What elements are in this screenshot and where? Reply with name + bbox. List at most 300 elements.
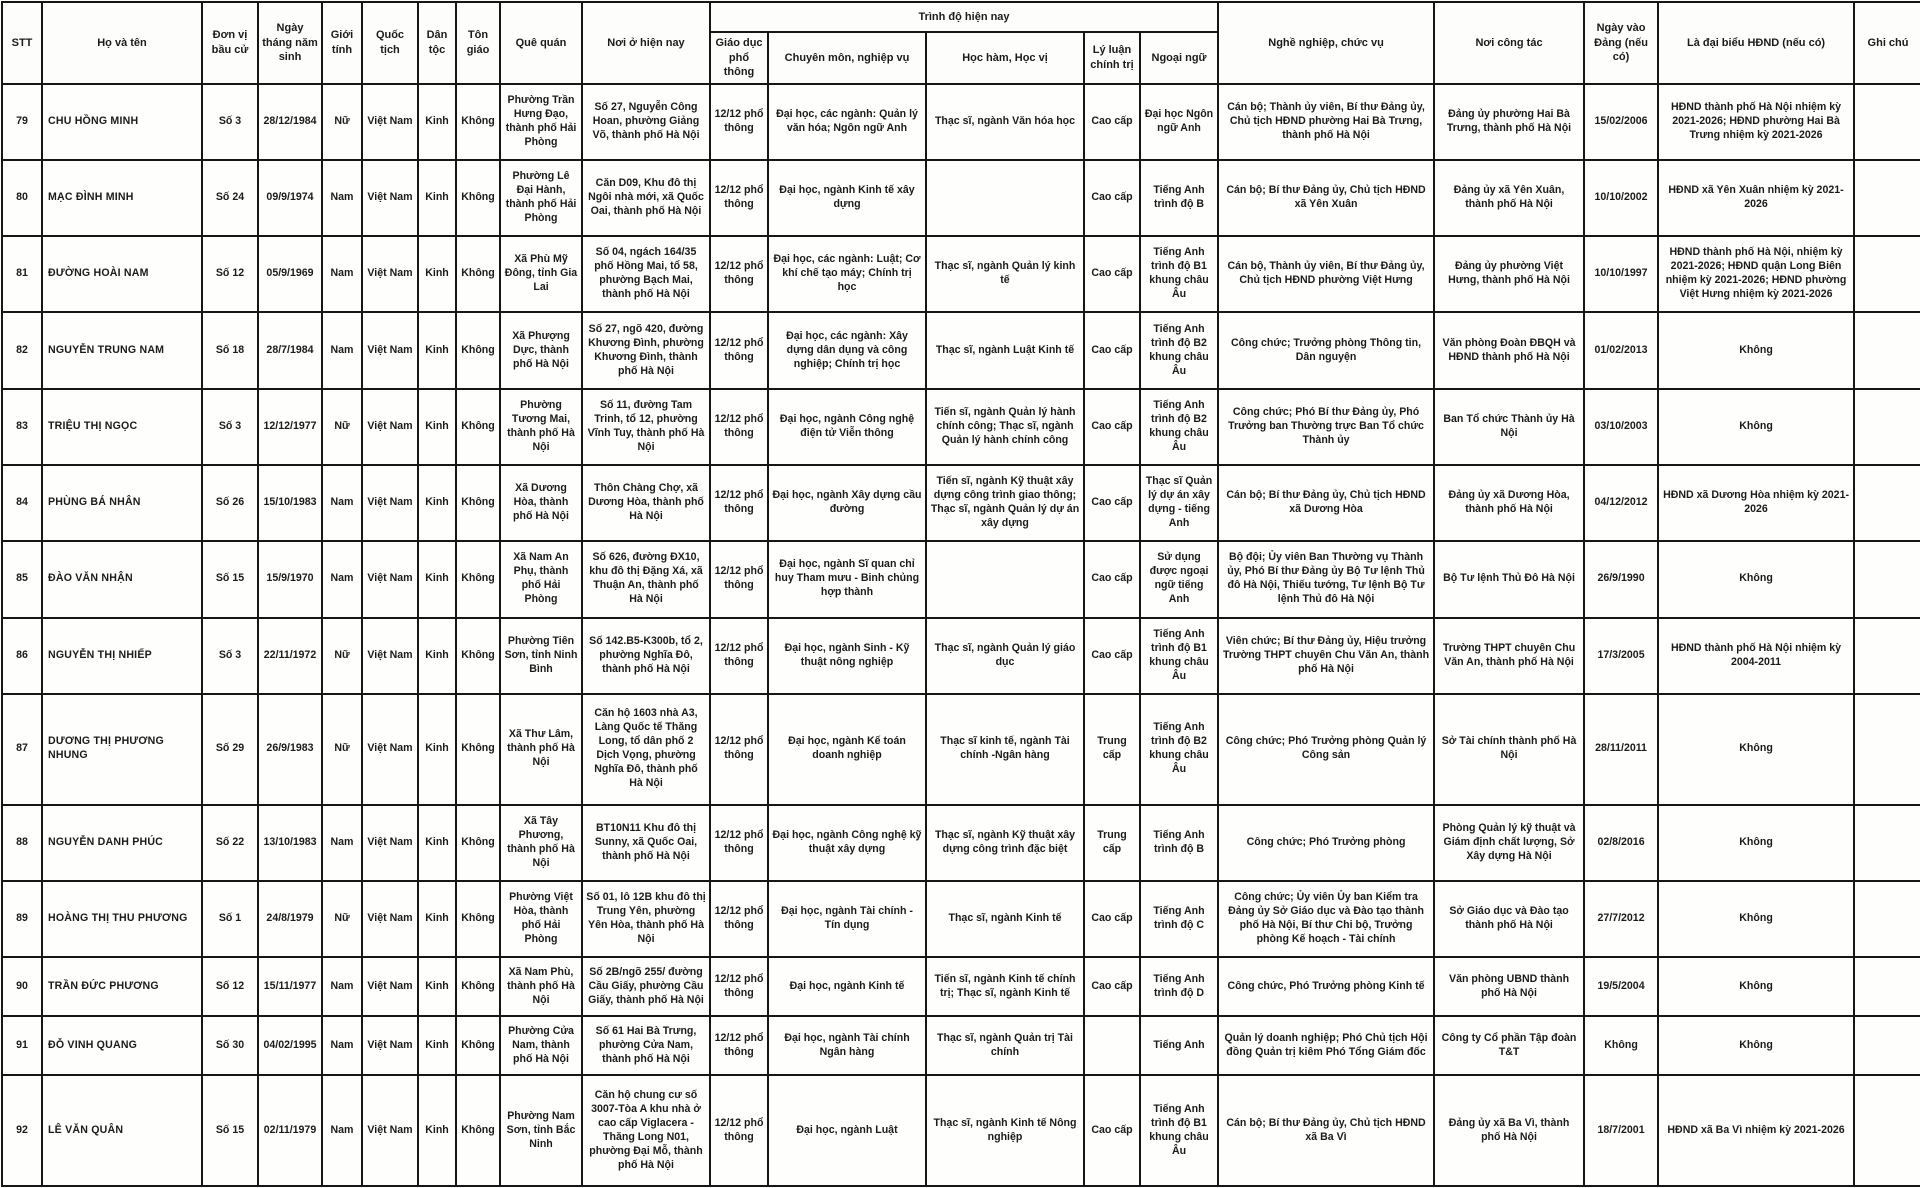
cell-que-quan: Xã Thư Lâm, thành phố Hà Nội <box>500 694 582 805</box>
cell-name: ĐÀO VĂN NHẬN <box>42 541 202 617</box>
cell-noi-o: Số 04, ngách 164/35 phố Hồng Mai, tổ 58, phường Bạch Mai, thành phố Hà Nội <box>582 236 710 312</box>
cell-ngoai-ngu: Sử dụng được ngoại ngữ tiếng Anh <box>1140 541 1218 617</box>
cell-noi-cong-tac: Đảng ủy xã Yên Xuân, thành phố Hà Nội <box>1434 160 1584 236</box>
cell-dai-bieu: HĐND xã Dương Hòa nhiệm kỳ 2021-2026 <box>1658 465 1854 541</box>
cell-name: LÊ VĂN QUÂN <box>42 1075 202 1186</box>
cell-ghi-chu <box>1854 805 1920 881</box>
cell-ngoai-ngu: Tiếng Anh trình độ C <box>1140 881 1218 957</box>
cell-que-quan: Phường Nam Sơn, tỉnh Bắc Ninh <box>500 1075 582 1186</box>
cell-ngay-sinh: 05/9/1969 <box>258 236 322 312</box>
cell-ngoai-ngu: Tiếng Anh trình độ B2 khung châu Âu <box>1140 312 1218 388</box>
cell-ghi-chu <box>1854 1075 1920 1186</box>
cell-ngay-sinh: 04/02/1995 <box>258 1016 322 1075</box>
cell-ngoai-ngu: Đại học Ngôn ngữ Anh <box>1140 84 1218 160</box>
cell-ton-giao: Không <box>456 694 500 805</box>
cell-noi-o: Số 11, đường Tam Trinh, tổ 12, phường Vĩnh Tuy, thành phố Hà Nội <box>582 389 710 465</box>
cell-ly-luan: Cao cấp <box>1084 957 1140 1016</box>
cell-name: ĐỖ VINH QUANG <box>42 1016 202 1075</box>
cell-ngoai-ngu: Tiếng Anh trình độ B1 khung châu Âu <box>1140 1075 1218 1186</box>
table-row <box>2 805 1920 881</box>
cell-gdpt: 12/12 phổ thông <box>710 618 768 694</box>
cell-stt: 80 <box>2 160 42 236</box>
cell-chuyen-mon: Đại học, ngành Kinh tế <box>768 957 926 1016</box>
cell-que-quan: Xã Tây Phương, thành phố Hà Nội <box>500 805 582 881</box>
col-header-ghi-chu: Ghi chú <box>1854 2 1920 84</box>
cell-gioi-tinh: Nam <box>322 957 362 1016</box>
cell-gioi-tinh: Nam <box>322 1075 362 1186</box>
cell-dai-bieu: HĐND thành phố Hà Nội, nhiệm kỳ 2021-2026; HĐND quận Long Biên nhiệm kỳ 2021-2026; HĐND phường Việt Hưng nhiệm kỳ 2021-2026 <box>1658 236 1854 312</box>
cell-dai-bieu: Không <box>1658 1016 1854 1075</box>
cell-ly-luan: Cao cấp <box>1084 84 1140 160</box>
cell-name: CHU HỒNG MINH <box>42 84 202 160</box>
cell-ghi-chu <box>1854 694 1920 805</box>
cell-ton-giao: Không <box>456 957 500 1016</box>
cell-gdpt: 12/12 phổ thông <box>710 957 768 1016</box>
cell-dai-bieu: Không <box>1658 805 1854 881</box>
col-header-nghe-nghiep: Nghề nghiệp, chức vụ <box>1218 2 1434 84</box>
cell-ngay-sinh: 26/9/1983 <box>258 694 322 805</box>
cell-nghe-nghiep: Công chức, Phó Trưởng phòng Kinh tế <box>1218 957 1434 1016</box>
cell-ngay-dang: 03/10/2003 <box>1584 389 1658 465</box>
cell-ton-giao: Không <box>456 881 500 957</box>
cell-ghi-chu <box>1854 160 1920 236</box>
cell-gioi-tinh: Nữ <box>322 84 362 160</box>
table-row <box>2 312 1920 388</box>
col-header-don-vi: Đơn vị bầu cử <box>202 2 258 84</box>
table-row <box>2 160 1920 236</box>
cell-name: TRIỆU THỊ NGỌC <box>42 389 202 465</box>
cell-dan-toc: Kinh <box>418 957 456 1016</box>
cell-stt: 90 <box>2 957 42 1016</box>
cell-don-vi: Số 1 <box>202 881 258 957</box>
cell-ton-giao: Không <box>456 465 500 541</box>
cell-dan-toc: Kinh <box>418 541 456 617</box>
col-header-stt: STT <box>2 2 42 84</box>
col-header-noi-cong-tac: Nơi công tác <box>1434 2 1584 84</box>
cell-noi-o: BT10N11 Khu đô thị Sunny, xã Quốc Oai, thành phố Hà Nội <box>582 805 710 881</box>
cell-hoc-ham <box>926 160 1084 236</box>
cell-dai-bieu: Không <box>1658 957 1854 1016</box>
cell-ly-luan: Trung cấp <box>1084 694 1140 805</box>
cell-noi-o: Thôn Chàng Chợ, xã Dương Hòa, thành phố Hà Nội <box>582 465 710 541</box>
cell-dan-toc: Kinh <box>418 881 456 957</box>
cell-ngay-dang: 27/7/2012 <box>1584 881 1658 957</box>
cell-name: MẠC ĐÌNH MINH <box>42 160 202 236</box>
cell-nghe-nghiep: Công chức; Phó Trưởng phòng <box>1218 805 1434 881</box>
cell-ngay-sinh: 24/8/1979 <box>258 881 322 957</box>
cell-noi-o: Số 142.B5-K300b, tổ 2, phường Nghĩa Đô, thành phố Hà Nội <box>582 618 710 694</box>
cell-ghi-chu <box>1854 618 1920 694</box>
cell-ngay-sinh: 15/10/1983 <box>258 465 322 541</box>
cell-ngay-sinh: 22/11/1972 <box>258 618 322 694</box>
cell-hoc-ham: Thạc sĩ, ngành Kỹ thuật xây dựng công trình đặc biệt <box>926 805 1084 881</box>
cell-dan-toc: Kinh <box>418 1075 456 1186</box>
cell-chuyen-mon: Đại học, ngành Luật <box>768 1075 926 1186</box>
cell-name: ĐƯỜNG HOÀI NAM <box>42 236 202 312</box>
cell-dan-toc: Kinh <box>418 312 456 388</box>
cell-que-quan: Phường Trần Hưng Đạo, thành phố Hải Phòng <box>500 84 582 160</box>
table-row <box>2 881 1920 957</box>
cell-noi-cong-tac: Đảng ủy xã Ba Vì, thành phố Hà Nội <box>1434 1075 1584 1186</box>
cell-noi-cong-tac: Phòng Quản lý kỹ thuật và Giám định chất lượng, Sở Xây dựng Hà Nội <box>1434 805 1584 881</box>
cell-hoc-ham: Thạc sĩ, ngành Quản lý kinh tế <box>926 236 1084 312</box>
cell-nghe-nghiep: Cán bộ; Bí thư Đảng ủy, Chủ tịch HĐND xã Yên Xuân <box>1218 160 1434 236</box>
cell-gioi-tinh: Nữ <box>322 881 362 957</box>
cell-ngoai-ngu: Tiếng Anh trình độ B1 khung châu Âu <box>1140 618 1218 694</box>
cell-don-vi: Số 15 <box>202 1075 258 1186</box>
cell-noi-cong-tac: Công ty Cổ phần Tập đoàn T&T <box>1434 1016 1584 1075</box>
cell-noi-o: Số 2B/ngõ 255/ đường Cầu Giấy, phường Cầu Giấy, thành phố Hà Nội <box>582 957 710 1016</box>
cell-dai-bieu: HĐND thành phố Hà Nội nhiệm kỳ 2004-2011 <box>1658 618 1854 694</box>
col-header-ton-giao: Tôn giáo <box>456 2 500 84</box>
cell-ton-giao: Không <box>456 618 500 694</box>
cell-ngay-dang: 28/11/2011 <box>1584 694 1658 805</box>
col-header-noi-o: Nơi ở hiện nay <box>582 2 710 84</box>
cell-gdpt: 12/12 phổ thông <box>710 694 768 805</box>
cell-gdpt: 12/12 phổ thông <box>710 160 768 236</box>
cell-noi-cong-tac: Sở Tài chính thành phố Hà Nội <box>1434 694 1584 805</box>
cell-que-quan: Xã Nam An Phụ, thành phố Hải Phòng <box>500 541 582 617</box>
cell-stt: 84 <box>2 465 42 541</box>
cell-stt: 82 <box>2 312 42 388</box>
cell-gioi-tinh: Nam <box>322 312 362 388</box>
cell-gioi-tinh: Nam <box>322 160 362 236</box>
cell-stt: 89 <box>2 881 42 957</box>
cell-noi-o: Căn hộ chung cư số 3007-Tòa A khu nhà ở cao cấp Viglacera - Thăng Long N01, phường Đại Mỗ, thành phố Hà Nội <box>582 1075 710 1186</box>
cell-noi-cong-tac: Văn phòng Đoàn ĐBQH và HĐND thành phố Hà Nội <box>1434 312 1584 388</box>
cell-gdpt: 12/12 phổ thông <box>710 541 768 617</box>
cell-dai-bieu: Không <box>1658 881 1854 957</box>
cell-ton-giao: Không <box>456 1016 500 1075</box>
header-row-1 <box>2 2 1920 32</box>
cell-quoc-tich: Việt Nam <box>362 805 418 881</box>
table-row <box>2 465 1920 541</box>
table-row <box>2 957 1920 1016</box>
cell-dai-bieu: Không <box>1658 694 1854 805</box>
cell-don-vi: Số 29 <box>202 694 258 805</box>
cell-hoc-ham: Thạc sĩ kinh tế, ngành Tài chính -Ngân hàng <box>926 694 1084 805</box>
cell-dai-bieu: Không <box>1658 312 1854 388</box>
cell-dai-bieu: HĐND xã Yên Xuân nhiệm kỳ 2021-2026 <box>1658 160 1854 236</box>
cell-noi-cong-tac: Đảng ủy phường Hai Bà Trưng, thành phố Hà Nội <box>1434 84 1584 160</box>
cell-nghe-nghiep: Cán bộ, Thành ủy viên, Bí thư Đảng ủy, Chủ tịch HĐND phường Việt Hưng <box>1218 236 1434 312</box>
cell-noi-o: Số 27, ngõ 420, đường Khương Đình, phường Khương Đình, thành phố Hà Nội <box>582 312 710 388</box>
cell-ly-luan: Cao cấp <box>1084 465 1140 541</box>
cell-ly-luan: Cao cấp <box>1084 160 1140 236</box>
cell-don-vi: Số 26 <box>202 465 258 541</box>
cell-chuyen-mon: Đại học, các ngành: Quản lý văn hóa; Ngôn ngữ Anh <box>768 84 926 160</box>
table-row <box>2 389 1920 465</box>
cell-ly-luan: Cao cấp <box>1084 389 1140 465</box>
cell-quoc-tich: Việt Nam <box>362 389 418 465</box>
cell-ton-giao: Không <box>456 541 500 617</box>
cell-quoc-tich: Việt Nam <box>362 465 418 541</box>
cell-gdpt: 12/12 phổ thông <box>710 1016 768 1075</box>
cell-ngay-sinh: 28/12/1984 <box>258 84 322 160</box>
cell-dai-bieu: Không <box>1658 541 1854 617</box>
cell-ghi-chu <box>1854 465 1920 541</box>
cell-stt: 83 <box>2 389 42 465</box>
cell-dan-toc: Kinh <box>418 84 456 160</box>
cell-don-vi: Số 18 <box>202 312 258 388</box>
table-row <box>2 541 1920 617</box>
cell-dan-toc: Kinh <box>418 618 456 694</box>
cell-ghi-chu <box>1854 541 1920 617</box>
cell-ngay-dang: 18/7/2001 <box>1584 1075 1658 1186</box>
col-header-dan-toc: Dân tộc <box>418 2 456 84</box>
cell-noi-o: Số 61 Hai Bà Trưng, phường Cửa Nam, thành phố Hà Nội <box>582 1016 710 1075</box>
cell-ngay-sinh: 09/9/1974 <box>258 160 322 236</box>
cell-name: NGUYỄN DANH PHÚC <box>42 805 202 881</box>
cell-nghe-nghiep: Quản lý doanh nghiệp; Phó Chủ tịch Hội đồng Quản trị kiêm Phó Tổng Giám đốc <box>1218 1016 1434 1075</box>
table-row <box>2 618 1920 694</box>
cell-ngoai-ngu: Tiếng Anh <box>1140 1016 1218 1075</box>
cell-name: PHÙNG BÁ NHÂN <box>42 465 202 541</box>
col-header-quoc-tich: Quốc tịch <box>362 2 418 84</box>
cell-gioi-tinh: Nữ <box>322 389 362 465</box>
cell-nghe-nghiep: Công chức; Ủy viên Ủy ban Kiểm tra Đảng ủy Sở Giáo dục và Đào tạo thành phố Hà Nội, Bí thư Chi bộ, Trưởng phòng Kế hoạch - Tài chính <box>1218 881 1434 957</box>
cell-gioi-tinh: Nam <box>322 465 362 541</box>
delegates-table <box>1 1 1920 1187</box>
cell-don-vi: Số 24 <box>202 160 258 236</box>
cell-nghe-nghiep: Cán bộ; Thành ủy viên, Bí thư Đảng ủy, Chủ tịch HĐND phường Hai Bà Trưng, thành phố Hà Nội <box>1218 84 1434 160</box>
cell-nghe-nghiep: Cán bộ; Bí thư Đảng ủy, Chủ tịch HĐND xã Ba Vì <box>1218 1075 1434 1186</box>
cell-ton-giao: Không <box>456 389 500 465</box>
cell-nghe-nghiep: Cán bộ; Bí thư Đảng ủy, Chủ tịch HĐND xã Dương Hòa <box>1218 465 1434 541</box>
cell-ngay-dang: 01/02/2013 <box>1584 312 1658 388</box>
cell-stt: 85 <box>2 541 42 617</box>
cell-ngay-dang: 04/12/2012 <box>1584 465 1658 541</box>
cell-ngoai-ngu: Tiếng Anh trình độ B <box>1140 805 1218 881</box>
cell-quoc-tich: Việt Nam <box>362 1075 418 1186</box>
cell-name: HOÀNG THỊ THU PHƯƠNG <box>42 881 202 957</box>
cell-ton-giao: Không <box>456 160 500 236</box>
cell-gioi-tinh: Nam <box>322 805 362 881</box>
cell-noi-cong-tac: Ban Tổ chức Thành ủy Hà Nội <box>1434 389 1584 465</box>
cell-que-quan: Phường Lê Đại Hành, thành phố Hải Phòng <box>500 160 582 236</box>
col-header-hoc-ham: Học hàm, Học vị <box>926 32 1084 84</box>
cell-name: DƯƠNG THỊ PHƯƠNG NHUNG <box>42 694 202 805</box>
cell-don-vi: Số 30 <box>202 1016 258 1075</box>
cell-noi-cong-tac: Văn phòng UBND thành phố Hà Nội <box>1434 957 1584 1016</box>
cell-ly-luan: Cao cấp <box>1084 1075 1140 1186</box>
cell-noi-cong-tac: Đảng ủy phường Việt Hưng, thành phố Hà Nội <box>1434 236 1584 312</box>
cell-ngay-sinh: 15/11/1977 <box>258 957 322 1016</box>
cell-ghi-chu <box>1854 312 1920 388</box>
cell-ghi-chu <box>1854 389 1920 465</box>
cell-chuyen-mon: Đại học, các ngành: Xây dựng dân dụng và công nghiệp; Chính trị học <box>768 312 926 388</box>
col-header-gdpt: Giáo dục phổ thông <box>710 32 768 84</box>
cell-chuyen-mon: Đại học, ngành Sinh - Kỹ thuật nông nghiệp <box>768 618 926 694</box>
cell-noi-o: Căn D09, Khu đô thị Ngôi nhà mới, xã Quốc Oai, thành phố Hà Nội <box>582 160 710 236</box>
col-header-ngoai-ngu: Ngoại ngữ <box>1140 32 1218 84</box>
cell-hoc-ham: Tiến sĩ, ngành Quản lý hành chính công; Thạc sĩ, ngành Quản lý hành chính công <box>926 389 1084 465</box>
cell-nghe-nghiep: Công chức; Phó Trưởng phòng Quản lý Công sản <box>1218 694 1434 805</box>
cell-quoc-tich: Việt Nam <box>362 160 418 236</box>
cell-que-quan: Phường Tương Mai, thành phố Hà Nội <box>500 389 582 465</box>
table-row <box>2 236 1920 312</box>
cell-hoc-ham <box>926 541 1084 617</box>
cell-ton-giao: Không <box>456 312 500 388</box>
cell-ly-luan: Cao cấp <box>1084 236 1140 312</box>
col-header-trinh-do-group: Trình độ hiện nay <box>710 2 1218 32</box>
cell-noi-o: Căn hộ 1603 nhà A3, Làng Quốc tế Thăng Long, tổ dân phố 2 Dịch Vọng, phường Nghĩa Đô, thành phố Hà Nội <box>582 694 710 805</box>
cell-chuyen-mon: Đại học, ngành Công nghệ điện tử Viễn thông <box>768 389 926 465</box>
cell-ton-giao: Không <box>456 1075 500 1186</box>
cell-hoc-ham: Tiến sĩ, ngành Kinh tế chính trị; Thạc sĩ, ngành Kinh tế <box>926 957 1084 1016</box>
cell-don-vi: Số 22 <box>202 805 258 881</box>
cell-ly-luan <box>1084 1016 1140 1075</box>
cell-chuyen-mon: Đại học, ngành Xây dựng cầu đường <box>768 465 926 541</box>
cell-don-vi: Số 15 <box>202 541 258 617</box>
col-header-ngay-sinh: Ngày tháng năm sinh <box>258 2 322 84</box>
cell-gdpt: 12/12 phổ thông <box>710 1075 768 1186</box>
cell-ngay-dang: 10/10/2002 <box>1584 160 1658 236</box>
cell-gioi-tinh: Nam <box>322 236 362 312</box>
col-header-dai-bieu: Là đại biểu HĐND (nếu có) <box>1658 2 1854 84</box>
cell-dan-toc: Kinh <box>418 694 456 805</box>
cell-nghe-nghiep: Công chức; Phó Bí thư Đảng ủy, Phó Trưởng ban Thường trực Ban Tổ chức Thành ủy <box>1218 389 1434 465</box>
cell-quoc-tich: Việt Nam <box>362 694 418 805</box>
cell-gdpt: 12/12 phổ thông <box>710 312 768 388</box>
cell-quoc-tich: Việt Nam <box>362 236 418 312</box>
cell-hoc-ham: Thạc sĩ, ngành Luật Kinh tế <box>926 312 1084 388</box>
cell-que-quan: Phường Tiên Sơn, tỉnh Ninh Bình <box>500 618 582 694</box>
cell-gdpt: 12/12 phổ thông <box>710 84 768 160</box>
cell-chuyen-mon: Đại học, các ngành: Luật; Cơ khí chế tạo máy; Chính trị học <box>768 236 926 312</box>
cell-chuyen-mon: Đại học, ngành Kinh tế xây dựng <box>768 160 926 236</box>
cell-quoc-tich: Việt Nam <box>362 881 418 957</box>
col-header-ly-luan: Lý luận chính trị <box>1084 32 1140 84</box>
col-header-chuyen-mon: Chuyên môn, nghiệp vụ <box>768 32 926 84</box>
cell-nghe-nghiep: Bộ đội; Ủy viên Ban Thường vụ Thành ủy, Phó Bí thư Đảng ủy Bộ Tư lệnh Thủ đô Hà Nội, Thiếu tướng, Tư lệnh Bộ Tư lệnh Thủ đô Hà Nội <box>1218 541 1434 617</box>
cell-ly-luan: Cao cấp <box>1084 618 1140 694</box>
cell-ghi-chu <box>1854 957 1920 1016</box>
cell-nghe-nghiep: Công chức; Trưởng phòng Thông tin, Dân nguyện <box>1218 312 1434 388</box>
cell-gdpt: 12/12 phổ thông <box>710 389 768 465</box>
cell-dai-bieu: HĐND xã Ba Vì nhiệm kỳ 2021-2026 <box>1658 1075 1854 1186</box>
cell-que-quan: Xã Phù Mỹ Đông, tỉnh Gia Lai <box>500 236 582 312</box>
cell-stt: 88 <box>2 805 42 881</box>
cell-quoc-tich: Việt Nam <box>362 84 418 160</box>
cell-gioi-tinh: Nữ <box>322 694 362 805</box>
table-row <box>2 1016 1920 1075</box>
table-row <box>2 694 1920 805</box>
cell-quoc-tich: Việt Nam <box>362 618 418 694</box>
cell-ngay-dang: 19/5/2004 <box>1584 957 1658 1016</box>
cell-ton-giao: Không <box>456 805 500 881</box>
cell-ly-luan: Cao cấp <box>1084 881 1140 957</box>
cell-que-quan: Xã Phượng Dực, thành phố Hà Nội <box>500 312 582 388</box>
cell-chuyen-mon: Đại học, ngành Công nghệ kỹ thuật xây dựng <box>768 805 926 881</box>
cell-dan-toc: Kinh <box>418 465 456 541</box>
cell-noi-o: Số 27, Nguyễn Công Hoan, phường Giảng Võ, thành phố Hà Nội <box>582 84 710 160</box>
cell-don-vi: Số 3 <box>202 618 258 694</box>
cell-chuyen-mon: Đại học, ngành Tài chính Ngân hàng <box>768 1016 926 1075</box>
cell-quoc-tich: Việt Nam <box>362 541 418 617</box>
cell-gioi-tinh: Nam <box>322 541 362 617</box>
cell-chuyen-mon: Đại học, ngành Kế toán doanh nghiệp <box>768 694 926 805</box>
cell-que-quan: Xã Nam Phù, thành phố Hà Nội <box>500 957 582 1016</box>
cell-que-quan: Phường Việt Hòa, thành phố Hải Phòng <box>500 881 582 957</box>
cell-dai-bieu: Không <box>1658 389 1854 465</box>
cell-dai-bieu: HĐND thành phố Hà Nội nhiệm kỳ 2021-2026; HĐND phường Hai Bà Trưng nhiệm kỳ 2021-2026 <box>1658 84 1854 160</box>
cell-chuyen-mon: Đại học, ngành Sĩ quan chỉ huy Tham mưu - Binh chủng hợp thành <box>768 541 926 617</box>
cell-hoc-ham: Thạc sĩ, ngành Quản trị Tài chính <box>926 1016 1084 1075</box>
cell-gdpt: 12/12 phổ thông <box>710 881 768 957</box>
cell-ghi-chu <box>1854 84 1920 160</box>
cell-dan-toc: Kinh <box>418 160 456 236</box>
cell-ngay-dang: 02/8/2016 <box>1584 805 1658 881</box>
cell-gioi-tinh: Nam <box>322 1016 362 1075</box>
table-row <box>2 84 1920 160</box>
cell-dan-toc: Kinh <box>418 236 456 312</box>
cell-dan-toc: Kinh <box>418 1016 456 1075</box>
table-body <box>2 84 1920 1186</box>
cell-name: NGUYỄN THỊ NHIẾP <box>42 618 202 694</box>
cell-ngoai-ngu: Tiếng Anh trình độ B2 khung châu Âu <box>1140 694 1218 805</box>
col-header-name: Họ và tên <box>42 2 202 84</box>
col-header-gioi-tinh: Giới tính <box>322 2 362 84</box>
cell-hoc-ham: Thạc sĩ, ngành Quản lý giáo dục <box>926 618 1084 694</box>
cell-don-vi: Số 3 <box>202 84 258 160</box>
cell-chuyen-mon: Đại học, ngành Tài chính - Tín dụng <box>768 881 926 957</box>
cell-gdpt: 12/12 phổ thông <box>710 805 768 881</box>
cell-ton-giao: Không <box>456 236 500 312</box>
cell-stt: 86 <box>2 618 42 694</box>
cell-ngoai-ngu: Tiếng Anh trình độ B <box>1140 160 1218 236</box>
cell-noi-o: Số 626, đường ĐX10, khu đô thị Đặng Xá, xã Thuận An, thành phố Hà Nội <box>582 541 710 617</box>
cell-dan-toc: Kinh <box>418 805 456 881</box>
cell-don-vi: Số 12 <box>202 236 258 312</box>
cell-stt: 87 <box>2 694 42 805</box>
cell-hoc-ham: Thạc sĩ, ngành Văn hóa học <box>926 84 1084 160</box>
cell-quoc-tich: Việt Nam <box>362 957 418 1016</box>
cell-name: TRẦN ĐỨC PHƯƠNG <box>42 957 202 1016</box>
col-header-ngay-dang: Ngày vào Đảng (nếu có) <box>1584 2 1658 84</box>
cell-ngay-dang: 26/9/1990 <box>1584 541 1658 617</box>
cell-hoc-ham: Thạc sĩ, ngành Kinh tế <box>926 881 1084 957</box>
cell-noi-o: Số 01, lô 12B khu đô thị Trung Yên, phường Yên Hòa, thành phố Hà Nội <box>582 881 710 957</box>
cell-ghi-chu <box>1854 1016 1920 1075</box>
cell-quoc-tich: Việt Nam <box>362 312 418 388</box>
cell-don-vi: Số 3 <box>202 389 258 465</box>
cell-ly-luan: Cao cấp <box>1084 312 1140 388</box>
cell-quoc-tich: Việt Nam <box>362 1016 418 1075</box>
col-header-que-quan: Quê quán <box>500 2 582 84</box>
cell-gioi-tinh: Nữ <box>322 618 362 694</box>
cell-noi-cong-tac: Sở Giáo dục và Đào tạo thành phố Hà Nội <box>1434 881 1584 957</box>
cell-gdpt: 12/12 phổ thông <box>710 236 768 312</box>
cell-ngay-dang: 15/02/2006 <box>1584 84 1658 160</box>
cell-noi-cong-tac: Bộ Tư lệnh Thủ Đô Hà Nội <box>1434 541 1584 617</box>
cell-ngoai-ngu: Tiếng Anh trình độ B2 khung châu Âu <box>1140 389 1218 465</box>
table-header <box>2 2 1920 84</box>
cell-hoc-ham: Thạc sĩ, ngành Kinh tế Nông nghiệp <box>926 1075 1084 1186</box>
cell-ghi-chu <box>1854 881 1920 957</box>
cell-name: NGUYỄN TRUNG NAM <box>42 312 202 388</box>
cell-que-quan: Phường Cửa Nam, thành phố Hà Nội <box>500 1016 582 1075</box>
cell-ngay-dang: 17/3/2005 <box>1584 618 1658 694</box>
cell-gdpt: 12/12 phổ thông <box>710 465 768 541</box>
cell-ly-luan: Trung cấp <box>1084 805 1140 881</box>
cell-dan-toc: Kinh <box>418 389 456 465</box>
cell-stt: 92 <box>2 1075 42 1186</box>
cell-ngay-sinh: 12/12/1977 <box>258 389 322 465</box>
cell-ghi-chu <box>1854 236 1920 312</box>
cell-nghe-nghiep: Viên chức; Bí thư Đảng ủy, Hiệu trưởng Trường THPT chuyên Chu Văn An, thành phố Hà Nội <box>1218 618 1434 694</box>
cell-ton-giao: Không <box>456 84 500 160</box>
